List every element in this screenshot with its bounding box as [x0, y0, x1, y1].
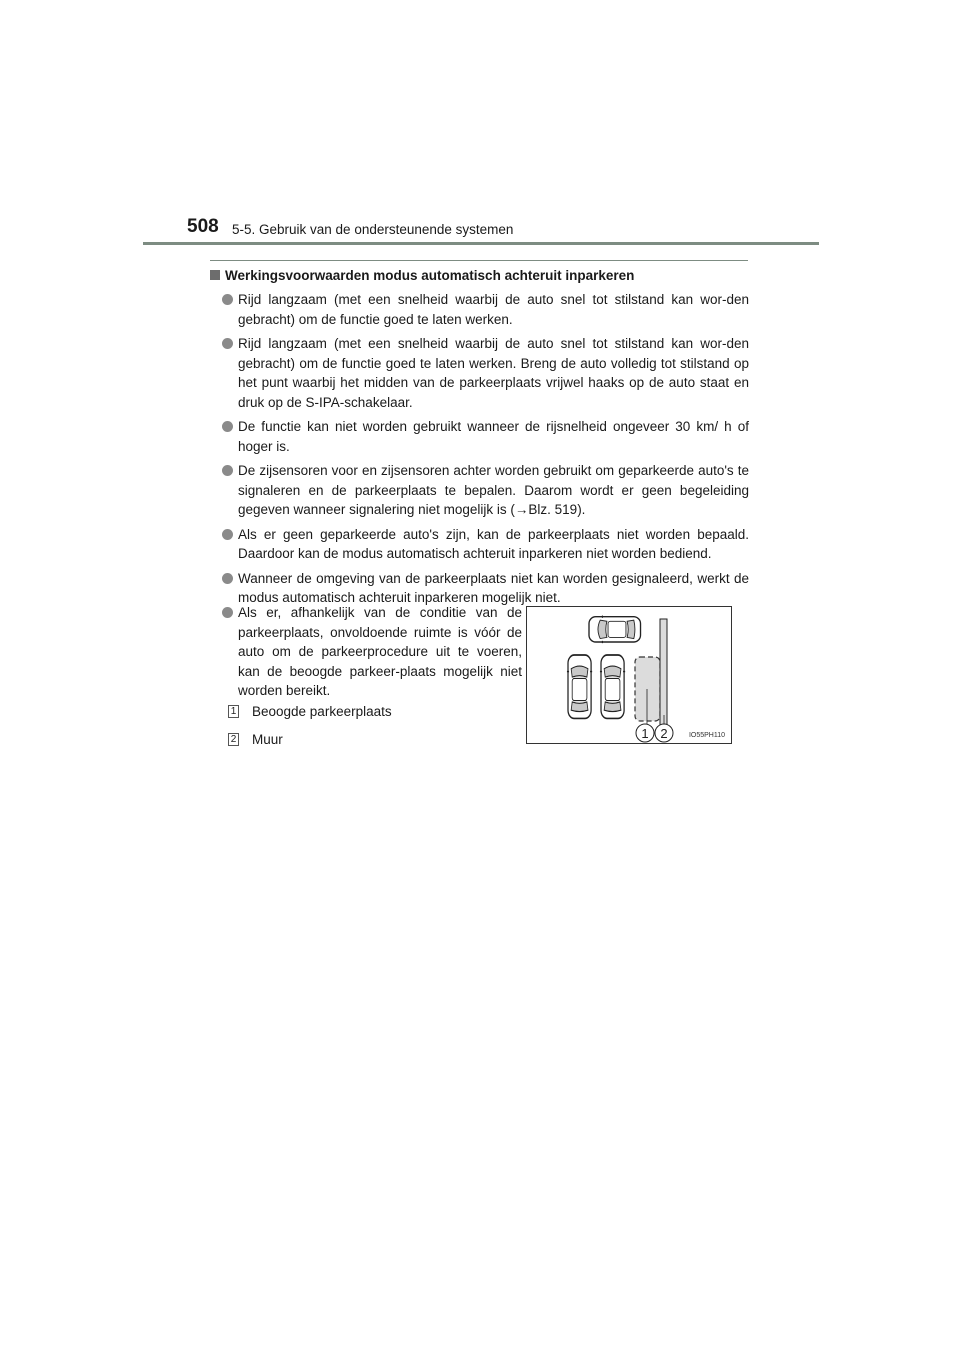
- target-parking-space: [635, 657, 660, 721]
- callout-number-badge: 2: [228, 733, 239, 746]
- list-item-text: De zijsensoren voor en zijsensoren achter worden gebruikt om geparkeerde auto's te signaleren en de parkeerplaats te bepalen. Daarom wordt er geen begeleiding gegeven wanneer signalering niet mogelijk is (→Blz. 519).: [238, 463, 749, 517]
- list-item: [222, 525, 749, 564]
- round-bullet-icon: [222, 529, 233, 540]
- header-rule: [143, 242, 819, 245]
- figure-legend: [228, 697, 392, 753]
- list-item-text: De functie kan niet worden gebruikt wanneer de rijsnelheid ongeveer 30 km/ h of hoger is.: [238, 419, 749, 454]
- bullet-list: [222, 290, 749, 613]
- section-heading-text: Werkingsvoorwaarden modus automatisch achteruit inparkeren: [225, 268, 635, 283]
- wall: [660, 619, 667, 729]
- legend-item: [228, 725, 392, 753]
- legend-item: [228, 697, 392, 725]
- round-bullet-icon: [222, 573, 233, 584]
- callout-number: 1: [641, 726, 649, 741]
- callout-number-badge: 1: [228, 705, 239, 718]
- list-item-with-figure: [222, 603, 522, 701]
- list-item: [222, 290, 749, 329]
- callout-number: 2: [660, 726, 668, 741]
- parking-diagram: [527, 607, 731, 743]
- list-item-text: Wanneer de omgeving van de parkeerplaats niet kan worden gesignaleerd, werkt de modus automatisch achteruit inparkeren mogelijk niet.: [238, 570, 749, 605]
- list-item-text: Als er geen geparkeerde auto's zijn, kan de parkeerplaats niet worden bepaald. Daardoor kan de modus automatisch achteruit inparkeren niet worden bediend.: [238, 526, 749, 561]
- parked-car-icon: [600, 655, 625, 718]
- list-item-text: Rijd langzaam (met een snelheid waarbij de auto snel tot stilstand kan wor-den gebracht) om de functie goed te laten werken. Breng de auto volledig tot stilstand op het punt waarbij het midden van de parkeerplaats vrijwel haaks op de auto staat en druk op de S-IPA-schakelaar.: [238, 336, 749, 410]
- figure-code: IO55PH110: [688, 732, 725, 739]
- list-item: [222, 417, 749, 456]
- chapter-title: 5-5. Gebruik van de ondersteunende systemen: [232, 222, 514, 237]
- square-bullet-icon: [210, 270, 220, 280]
- list-item-text: Rijd langzaam (met een snelheid waarbij de auto snel tot stilstand kan wor-den gebracht) om de functie goed te laten werken.: [238, 292, 749, 327]
- section-heading: [210, 266, 750, 285]
- round-bullet-icon: [222, 421, 233, 432]
- round-bullet-icon: [222, 607, 233, 618]
- moving-car-icon: [589, 616, 641, 644]
- round-bullet-icon: [222, 465, 233, 476]
- parked-car-icon: [567, 655, 592, 718]
- legend-label: Muur: [252, 731, 283, 747]
- list-item: [222, 569, 749, 608]
- parking-illustration: [526, 606, 732, 744]
- page-number: 508: [187, 216, 219, 237]
- legend-label: Beoogde parkeerplaats: [252, 703, 392, 719]
- list-item: [222, 461, 749, 520]
- section-rule: [210, 260, 748, 261]
- round-bullet-icon: [222, 294, 233, 305]
- list-item: [222, 334, 749, 412]
- round-bullet-icon: [222, 338, 233, 349]
- list-item-text: Als er, afhankelijk van de conditie van de parkeerplaats, onvoldoende ruimte is vóór de auto om de parkeerprocedure uit te voeren, kan de beoogde parkeer-plaats mogelijk niet worden bereikt.: [238, 605, 522, 698]
